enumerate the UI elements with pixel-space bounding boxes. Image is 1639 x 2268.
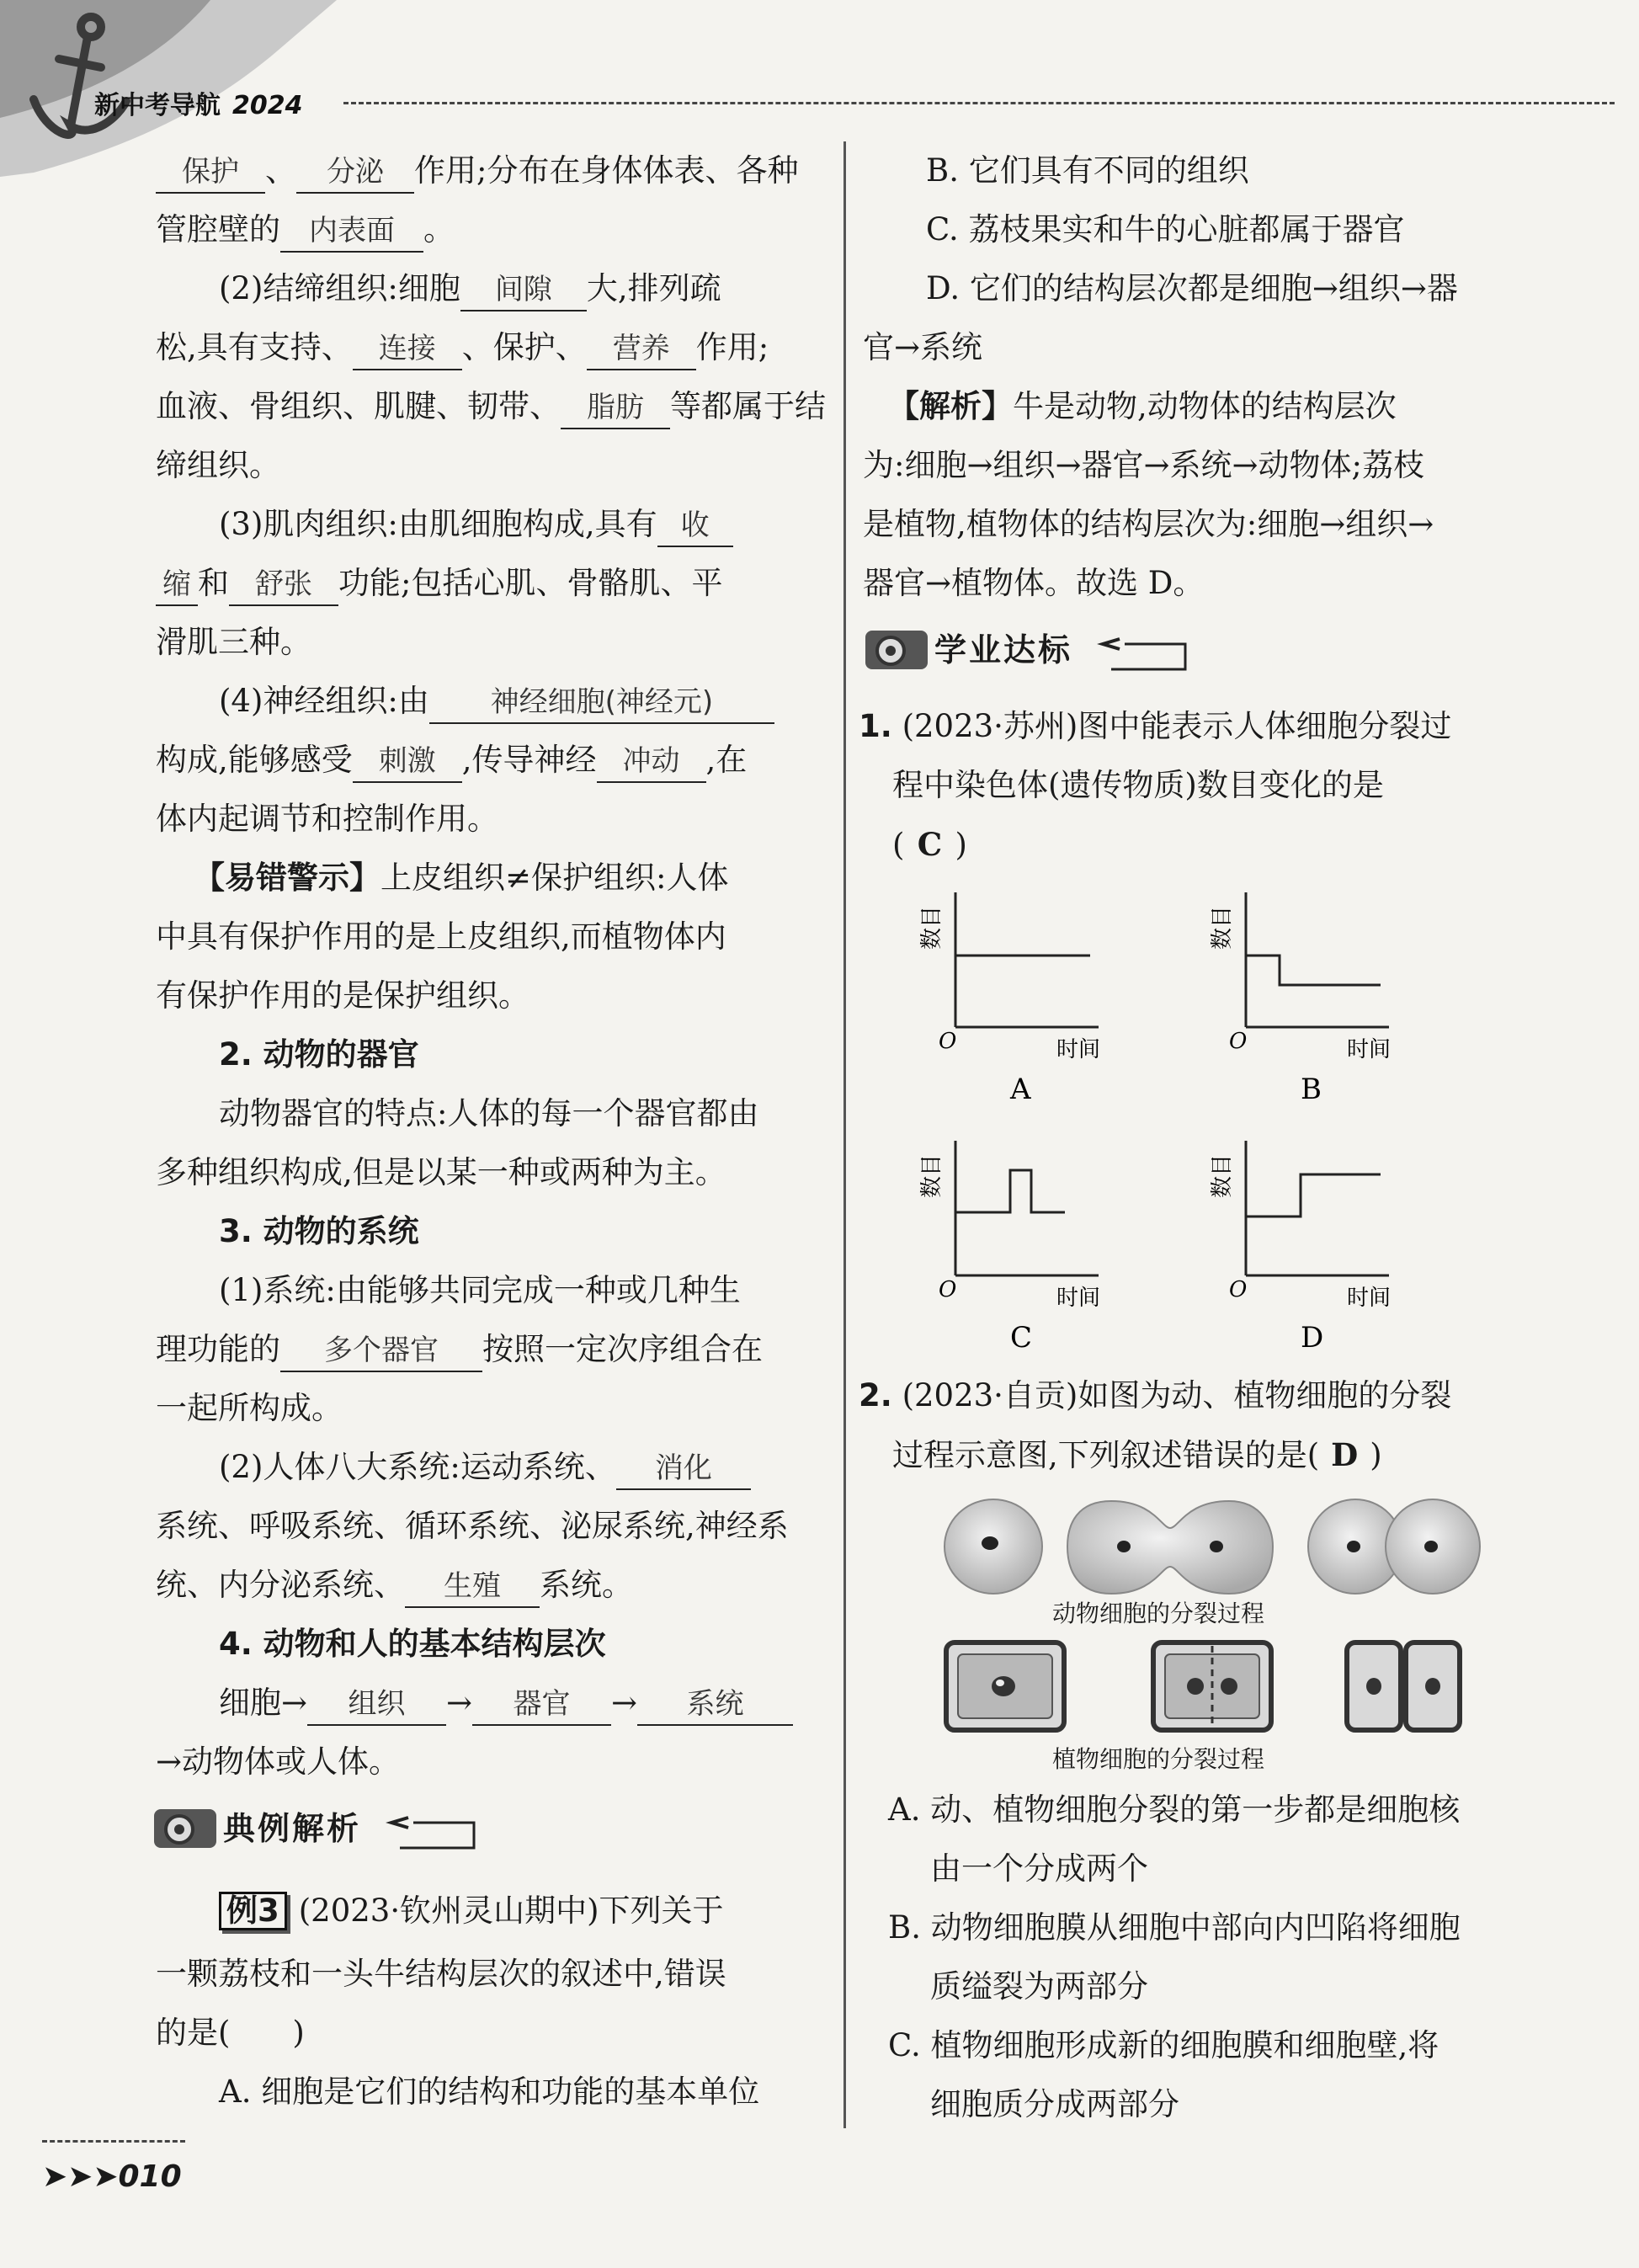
graph-a xyxy=(913,876,1141,1111)
answer-value: D xyxy=(1331,1436,1359,1473)
graph-y-label: 数目 xyxy=(1210,1153,1235,1199)
question-2-option-a-2: 由一个分成两个 xyxy=(930,1850,1148,1887)
heading-structure-levels: 4. 动物和人的基本结构层次 xyxy=(219,1626,606,1662)
example-3-option-c: C. 荔枝果实和牛的心脏都属于器官 xyxy=(926,211,1405,248)
left-line-sys-5: 系统、呼吸系统、循环系统、泌尿系统,神经系 xyxy=(156,1508,789,1544)
graph-x-label: 时间 xyxy=(1347,1286,1392,1311)
analysis-line-1: 【解析】牛是动物,动物体的结构层次 xyxy=(888,388,1397,424)
graph-x-label: 时间 xyxy=(1347,1037,1392,1062)
example-3-line-2: 一颗荔枝和一头牛结构层次的叙述中,错误 xyxy=(156,1956,726,1992)
graph-letter: B xyxy=(1301,1073,1322,1106)
question-2-option-b-1: B. 动物细胞膜从细胞中部向内凹陷将细胞 xyxy=(888,1909,1461,1946)
graph-origin: O xyxy=(1229,1277,1248,1302)
left-line-12: 体内起调节和控制作用。 xyxy=(156,801,498,837)
section-header-examples xyxy=(147,1797,476,1856)
graph-origin: O xyxy=(939,1277,957,1302)
left-line-organs-1: 动物器官的特点:人体的每一个器官都由 xyxy=(219,1095,759,1131)
left-line-6: 缔组织。 xyxy=(156,447,280,483)
page-number: ➤➤➤010 xyxy=(42,2159,182,2194)
warning-line-1: 【易错警示】上皮组织≠保护组织:人体 xyxy=(194,860,729,896)
graph-y-label: 数目 xyxy=(919,1153,945,1199)
graph-b xyxy=(1204,876,1431,1111)
warning-line-3: 有保护作用的是保护组织。 xyxy=(156,977,529,1014)
graph-x-label: 时间 xyxy=(1056,1286,1101,1311)
animal-cell-stage-1 xyxy=(945,1499,1042,1594)
left-line-3: (2)结缔组织:细胞 间隙 大,排列疏 xyxy=(219,268,721,311)
analysis-line-4: 器官→植物体。故选 D。 xyxy=(863,565,1205,601)
left-line-4: 松,具有支持、 连接 、保护、 营养 作用; xyxy=(156,327,769,370)
question-2-option-c-2: 细胞质分成两部分 xyxy=(930,2086,1179,2122)
left-line-sys-1: (1)系统:由能够共同完成一种或几种生 xyxy=(219,1272,741,1308)
left-line-sys-6: 统、内分泌系统、 生殖 系统。 xyxy=(156,1564,633,1608)
question-2-line-2: 过程示意图,下列叙述错误的是( D ) xyxy=(892,1434,1382,1477)
plant-cell-stage-2 xyxy=(1153,1642,1271,1730)
graph-x-label: 时间 xyxy=(1056,1037,1101,1062)
left-line-sys-4: (2)人体八大系统:运动系统、 消化 xyxy=(219,1446,751,1490)
graph-origin: O xyxy=(1229,1029,1248,1054)
example-3-option-d-1: D. 它们的结构层次都是细胞→组织→器 xyxy=(926,270,1458,306)
answer-value: C xyxy=(917,826,943,863)
series-year: 2024 xyxy=(232,91,303,120)
section-header-practice xyxy=(859,619,1187,678)
left-line-2: 管腔壁的 内表面 。 xyxy=(156,209,455,253)
example-3-option-d-2: 官→系统 xyxy=(863,329,983,365)
warning-line-2: 中具有保护作用的是上皮组织,而植物体内 xyxy=(156,918,726,955)
graph-y-label: 数目 xyxy=(1210,905,1235,950)
plant-division-caption: 植物细胞的分裂过程 xyxy=(1052,1745,1265,1773)
animal-division-caption: 动物细胞的分裂过程 xyxy=(1052,1600,1265,1627)
left-line-levels-2: →动物体或人体。 xyxy=(156,1744,401,1780)
question-2-option-b-2: 质缢裂为两部分 xyxy=(930,1968,1148,2004)
left-line-5: 血液、骨组织、肌腱、韧带、 脂肪 等都属于结 xyxy=(156,386,826,429)
left-line-sys-3: 一起所构成。 xyxy=(156,1390,343,1426)
arrow-bracket-icon xyxy=(1094,627,1189,671)
graph-c xyxy=(913,1124,1141,1360)
graph-letter: C xyxy=(1010,1321,1033,1355)
header-dashed-rule xyxy=(343,102,1615,104)
heading-animal-organs: 2. 动物的器官 xyxy=(219,1036,419,1073)
example-3-line-3: 的是( ) xyxy=(156,2015,305,2051)
footer-arrows-icon: ➤➤➤ xyxy=(42,2159,119,2194)
left-line-1: 保护 、 分泌 作用;分布在身体体表、各种 xyxy=(156,150,798,194)
animal-cell-stage-3 xyxy=(1308,1499,1480,1594)
left-line-levels-1: 细胞→ 组织 → 器官 → 系统 xyxy=(219,1682,793,1726)
camera-icon xyxy=(859,619,934,678)
graph-origin: O xyxy=(939,1029,957,1054)
arrow-bracket-icon xyxy=(383,1806,477,1850)
left-line-8: 缩 和 舒张 功能;包括心肌、骨骼肌、平 xyxy=(156,562,722,606)
question-2-option-a-1: A. 动、植物细胞分裂的第一步都是细胞核 xyxy=(888,1792,1461,1828)
analysis-line-2: 为:细胞→组织→器官→系统→动物体;荔枝 xyxy=(863,447,1424,483)
question-2-option-c-1: C. 植物细胞形成新的细胞膜和细胞壁,将 xyxy=(888,2027,1439,2063)
graph-letter: D xyxy=(1301,1321,1324,1355)
animal-cell-stage-2 xyxy=(1067,1501,1273,1594)
left-line-10: (4)神经组织:由 神经细胞(神经元) xyxy=(219,680,774,724)
question-1-line-1: 1. (2023·苏州)图中能表示人体细胞分裂过 xyxy=(859,708,1452,744)
left-line-7: (3)肌肉组织:由肌细胞构成,具有 收 xyxy=(219,503,733,547)
section-title-practice: 学业达标 xyxy=(934,631,1073,668)
camera-icon xyxy=(147,1797,223,1856)
question-1-answer: ( C ) xyxy=(892,823,967,866)
question-2-line-1: 2. (2023·自贡)如图为动、植物细胞的分裂 xyxy=(859,1377,1452,1414)
question-1-line-2: 程中染色体(遗传物质)数目变化的是 xyxy=(892,767,1384,803)
example-3-option-a: A. 细胞是它们的结构和功能的基本单位 xyxy=(219,2074,760,2110)
section-title-examples: 典例解析 xyxy=(223,1810,362,1847)
example-3-line-1: 例3 (2023·钦州灵山期中)下列关于 xyxy=(219,1890,724,1932)
footer-dashed-rule xyxy=(42,2140,185,2143)
series-title: 新中考导航 2024 xyxy=(94,91,303,120)
heading-animal-systems: 3. 动物的系统 xyxy=(219,1213,419,1249)
graph-y-label: 数目 xyxy=(919,905,945,950)
left-line-11: 构成,能够感受 刺激 ,传导神经 冲动 ,在 xyxy=(156,739,747,783)
left-line-sys-2: 理功能的 多个器官 按照一定次序组合在 xyxy=(156,1328,763,1372)
plant-cell-division-figure xyxy=(943,1637,1482,1738)
analysis-line-3: 是植物,植物体的结构层次为:细胞→组织→ xyxy=(863,506,1434,542)
left-line-9: 滑肌三种。 xyxy=(156,624,311,660)
plant-cell-stage-1 xyxy=(946,1642,1064,1730)
graph-letter: A xyxy=(1010,1073,1031,1106)
example-3-option-b: B. 它们具有不同的组织 xyxy=(926,152,1249,189)
example-tag: 例3 xyxy=(219,1892,287,1930)
graph-d xyxy=(1204,1124,1431,1360)
plant-cell-stage-3 xyxy=(1347,1642,1460,1730)
left-line-organs-2: 多种组织构成,但是以某一种或两种为主。 xyxy=(156,1154,726,1190)
animal-cell-division-figure xyxy=(943,1494,1482,1604)
column-divider xyxy=(843,141,846,2128)
